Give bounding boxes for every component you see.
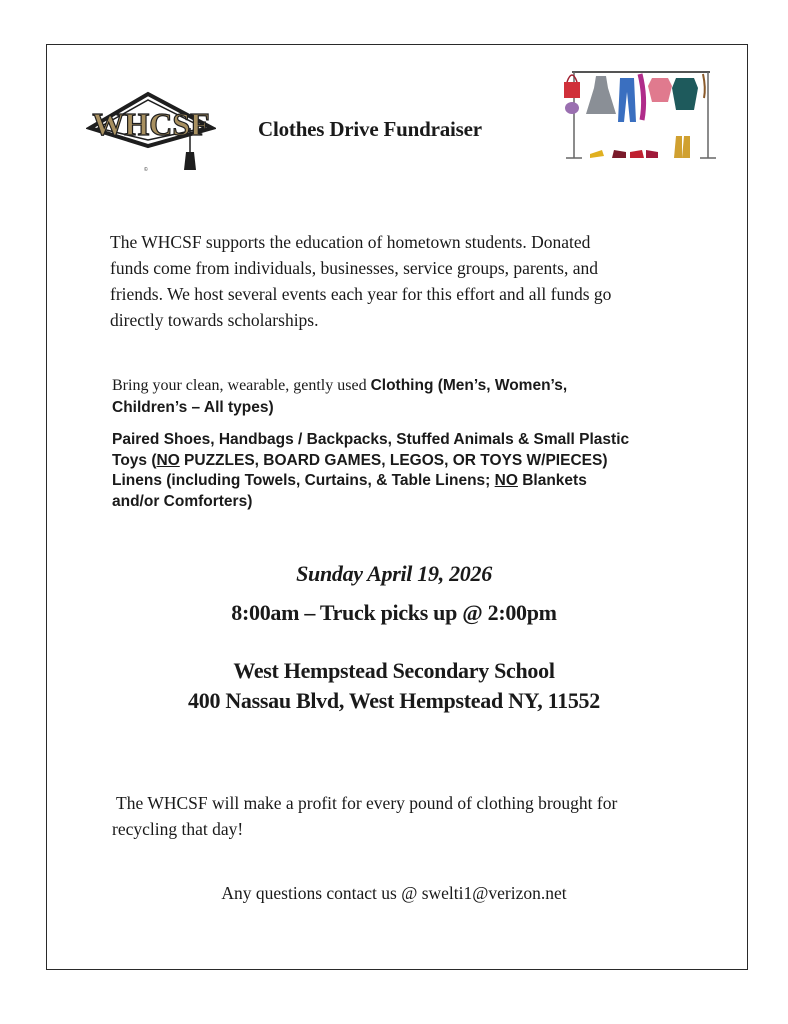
bring-clothing-label: Clothing (Men’s, Women’s,: [370, 377, 568, 394]
items-line: Paired Shoes, Handbags / Backpacks, Stuffed Animals & Small Plastic: [112, 431, 630, 448]
items-line: and/or Comforters): [112, 492, 253, 510]
intro-line: funds come from individuals, businesses, service groups, parents, and: [110, 258, 598, 278]
intro-line: The WHCSF supports the education of hometown students. Donated: [110, 232, 591, 252]
logo-text: WHCSF: [92, 106, 210, 142]
school-name: West Hempstead Secondary School: [233, 658, 555, 683]
no-emphasis: NO: [494, 472, 518, 489]
contact-info: Any questions contact us @ swelti1@verizon.net: [221, 883, 567, 903]
intro-line: friends. We host several events each year for this effort and all funds go: [110, 284, 612, 304]
profit-note: [112, 790, 712, 842]
profit-line: recycling that day!: [112, 819, 244, 839]
school-address: 400 Nassau Blvd, West Hempstead NY, 11552: [188, 688, 600, 713]
bring-clothing-types: Children’s – All types): [112, 399, 274, 416]
event-date: Sunday April 19, 2026: [296, 561, 492, 586]
event-location: [0, 656, 788, 716]
whcsf-logo: [86, 88, 216, 174]
intro-line: directly towards scholarships.: [110, 310, 319, 330]
bring-prefix: Bring your clean, wearable, gently used: [112, 377, 371, 394]
items-line: Linens (including Towels, Curtains, & Table Linens; NO Blankets: [112, 472, 587, 489]
profit-line: The WHCSF will make a profit for every pound of clothing brought for: [112, 793, 618, 813]
bring-instructions: [112, 375, 712, 419]
event-time: 8:00am – Truck picks up @ 2:00pm: [231, 600, 557, 625]
svg-text:©: ©: [144, 167, 148, 173]
intro-paragraph: [110, 229, 690, 333]
items-line: Toys (NO PUZZLES, BOARD GAMES, LEGOS, OR TOYS W/PIECES): [112, 451, 608, 469]
accepted-items-list: [112, 430, 712, 512]
clothes-rack-illustration: [560, 58, 718, 170]
no-emphasis: NO: [156, 451, 180, 469]
page-title: Clothes Drive Fundraiser: [258, 117, 482, 141]
